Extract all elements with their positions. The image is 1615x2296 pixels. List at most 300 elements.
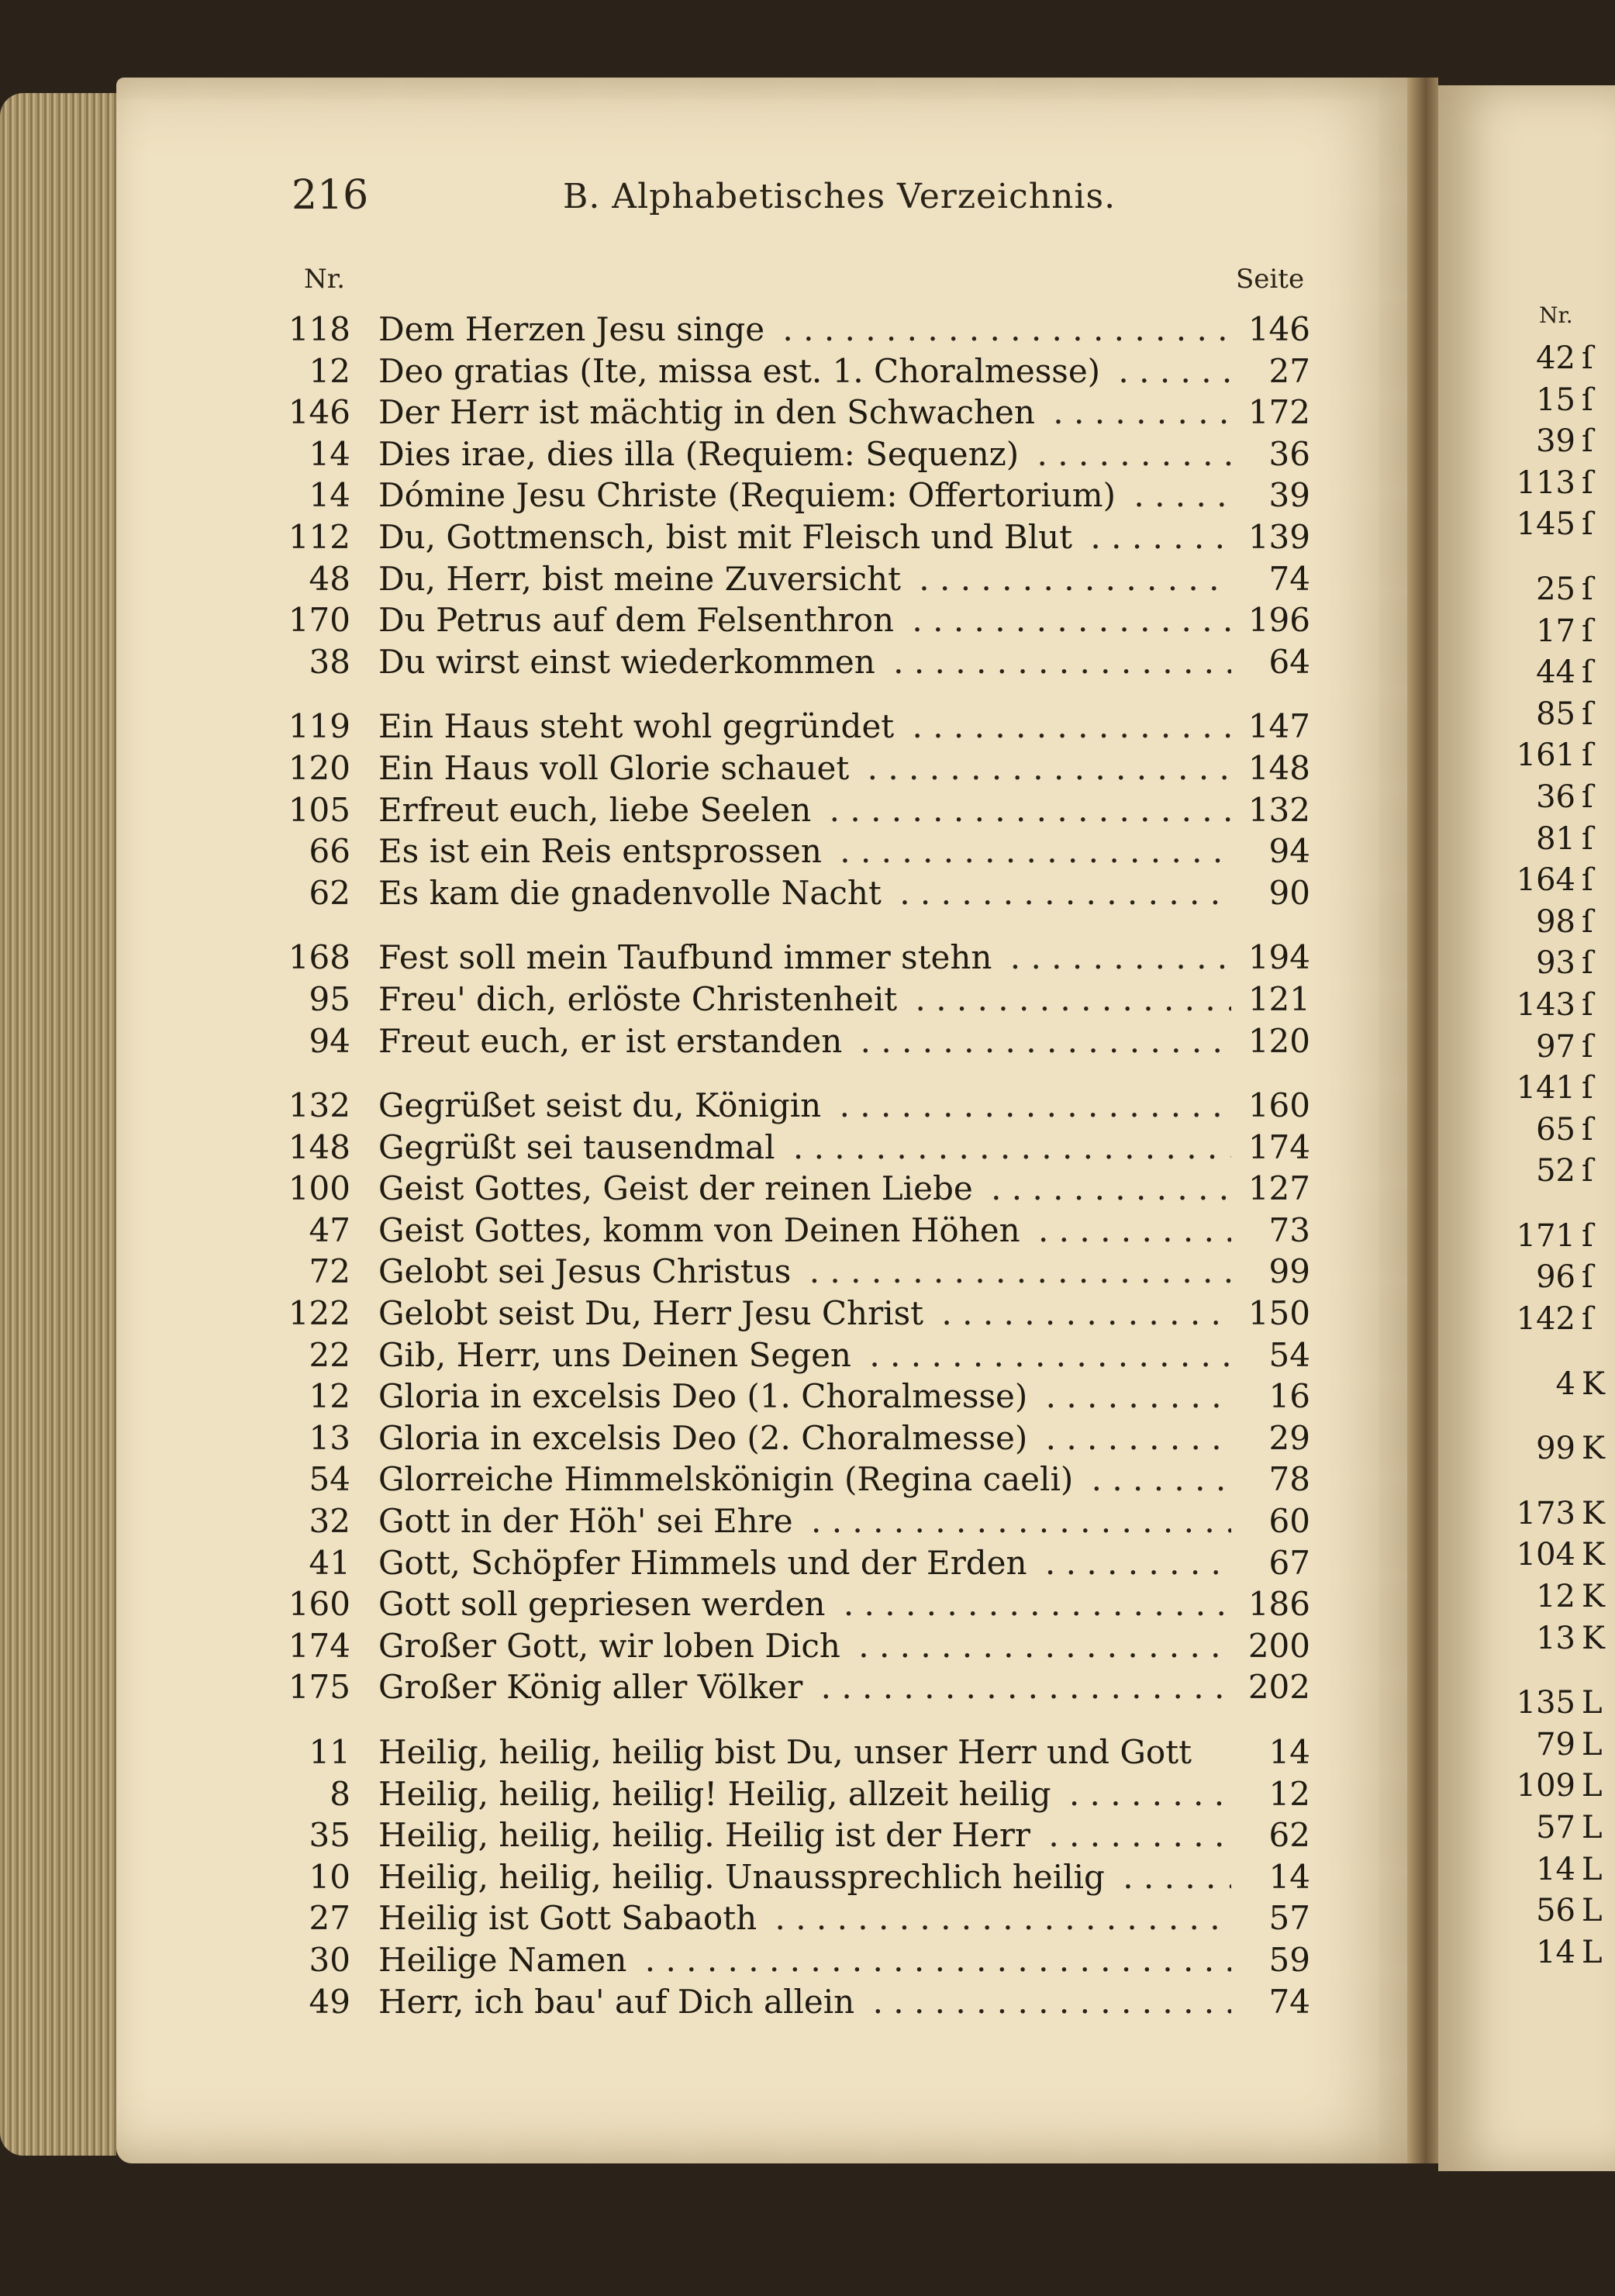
index-row (279, 1334, 1318, 1376)
page-ref: 174 (1247, 1127, 1310, 1166)
title-fragment: L (1582, 1893, 1603, 1929)
right-index-row (1496, 985, 1593, 1027)
page-ref: 139 (1247, 517, 1310, 556)
title-fragment: ſ (1582, 340, 1593, 376)
hymn-number: 47 (309, 1210, 350, 1249)
hymn-title-cell (378, 350, 1231, 392)
hymn-title-cell (378, 1731, 1231, 1773)
hymn-title: Gegrüßet seist du, Königin (378, 1086, 829, 1124)
hymn-number: 175 (288, 1668, 350, 1707)
hymn-title: Deo gratias (Ite, missa est. 1. Choralmesse) (378, 352, 1108, 390)
right-index-row (1496, 860, 1593, 902)
hymn-title-cell (378, 1625, 1231, 1667)
hymn-number: 99 (1536, 1431, 1575, 1467)
group-spacer (279, 682, 1318, 706)
title-fragment: ſ (1582, 423, 1593, 460)
right-index-row (1496, 1151, 1593, 1193)
hymn-title-cell (378, 1981, 1231, 2023)
hymn-number: 30 (309, 1940, 350, 1979)
page-ref: 74 (1268, 1982, 1310, 2021)
index-row (279, 830, 1318, 872)
page-ref: 120 (1247, 1021, 1310, 1060)
hymn-number: 13 (1536, 1620, 1575, 1656)
title-fragment: ſ (1582, 986, 1593, 1023)
hymn-number: 12 (309, 1377, 350, 1416)
right-index-row (1496, 1027, 1593, 1069)
book-gutter (1407, 78, 1438, 2163)
hymn-number: 38 (309, 642, 350, 681)
hymn-title-cell (378, 1127, 1231, 1169)
hymn-title: Du Petrus auf dem Felsenthron (378, 601, 902, 639)
hymn-title: Gegrüßt sei tausendmal (378, 1128, 783, 1166)
page-ref: 12 (1268, 1774, 1310, 1813)
title-fragment: L (1582, 1934, 1603, 1970)
hymn-title-cell (378, 599, 1231, 641)
right-index-row (1496, 819, 1593, 861)
group-spacer (279, 913, 1318, 937)
hymn-title: Heilig, heilig, heilig bist Du, unser Herr und Gott (378, 1733, 1199, 1771)
title-fragment: K (1582, 1366, 1605, 1402)
right-index-row (1496, 1364, 1605, 1406)
page-ref: 132 (1247, 790, 1310, 829)
title-fragment: L (1582, 1768, 1603, 1804)
index-row (279, 747, 1318, 789)
page-ref: 146 (1247, 310, 1310, 348)
title-fragment: ſ (1582, 1153, 1593, 1189)
index-entries (279, 309, 1318, 2022)
hymn-number: 161 (1516, 737, 1575, 774)
hymn-title: Heilig, heilig, heilig! Heilig, allzeit heilig (378, 1775, 1058, 1813)
index-row (279, 1251, 1318, 1293)
title-fragment: ſ (1582, 1217, 1593, 1254)
page-ref: 202 (1247, 1668, 1310, 1707)
hymn-number: 4 (1555, 1366, 1575, 1402)
hymn-number: 44 (1536, 654, 1575, 691)
page-ref: 59 (1268, 1940, 1310, 1979)
index-row (279, 1542, 1318, 1584)
page-ref: 73 (1268, 1210, 1310, 1249)
title-fragment: ſ (1582, 862, 1593, 899)
page-ref: 200 (1247, 1626, 1310, 1665)
hymn-number: 109 (1516, 1768, 1575, 1804)
hymn-title: Gib, Herr, uns Deinen Segen (378, 1336, 859, 1374)
hymn-title-cell (378, 433, 1231, 475)
hymn-number: 49 (309, 1982, 350, 2021)
index-row (279, 1897, 1318, 1939)
hymn-number: 98 (1536, 903, 1575, 940)
hymn-title: Heilig ist Gott Sabaoth (378, 1899, 764, 1937)
hymn-number: 25 (1536, 571, 1575, 607)
hymn-title-cell (378, 1814, 1231, 1856)
index-row (279, 309, 1318, 350)
hymn-title: Es kam die gnadenvolle Nacht (378, 874, 889, 912)
hymn-title: Heilige Namen (378, 1941, 634, 1979)
right-index-row (1496, 777, 1593, 819)
page-ref: 147 (1247, 707, 1310, 746)
hymn-title: Du, Herr, bist meine Zuversicht (378, 560, 909, 598)
hymn-number: 14 (309, 476, 350, 515)
hymn-title-cell (378, 1417, 1231, 1459)
hymn-number: 113 (1516, 464, 1575, 501)
hymn-title-cell (378, 1459, 1231, 1500)
index-row (279, 706, 1318, 747)
page-ref: 16 (1268, 1377, 1310, 1416)
running-head: B. Alphabetisches Verzeichnis. (563, 177, 1116, 216)
hymn-title-cell (378, 1085, 1231, 1127)
hymn-number: 14 (1536, 1934, 1575, 1970)
page-ref: 194 (1247, 938, 1310, 977)
hymn-number: 170 (288, 601, 350, 640)
title-fragment: ſ (1582, 1070, 1593, 1107)
group-spacer (279, 1708, 1318, 1731)
index-row (279, 1417, 1318, 1459)
hymn-number: 79 (1536, 1726, 1575, 1763)
page-ref: 60 (1268, 1502, 1310, 1541)
index-row (279, 1210, 1318, 1252)
hymn-title: Gott, Schöpfer Himmels und der Erden (378, 1544, 1035, 1582)
hymn-number: 174 (288, 1626, 350, 1665)
hymn-number: 97 (1536, 1028, 1575, 1065)
hymn-title-cell (378, 937, 1231, 979)
hymn-title: Glorreiche Himmelskönigin (Regina caeli) (378, 1460, 1081, 1498)
right-index-row (1496, 1110, 1593, 1151)
hymn-title: Erfreut euch, liebe Seelen (378, 791, 819, 829)
hymn-title: Ein Haus voll Glorie schauet (378, 749, 857, 787)
title-fragment: ſ (1582, 1111, 1593, 1148)
group-spacer (1496, 1341, 1589, 1364)
hymn-number: 164 (1516, 862, 1575, 899)
page-ref: 186 (1247, 1585, 1310, 1624)
right-index-row (1496, 463, 1593, 505)
hymn-number: 35 (309, 1816, 350, 1855)
page-header (292, 172, 1315, 226)
hymn-number: 41 (309, 1543, 350, 1582)
index-row (279, 1856, 1318, 1898)
hymn-title-cell (378, 1293, 1231, 1334)
hymn-title: Heilig, heilig, heilig. Unaussprechlich heilig (378, 1858, 1113, 1896)
hymn-title-cell (378, 1376, 1231, 1417)
hymn-number: 135 (1516, 1685, 1575, 1721)
hymn-title: Dem Herzen Jesu singe (378, 310, 772, 348)
hymn-title: Gott soll gepriesen werden (378, 1585, 833, 1623)
hymn-title-cell (378, 1897, 1231, 1939)
hymn-title: Geist Gottes, Geist der reinen Liebe (378, 1169, 981, 1207)
hymn-title-cell (378, 641, 1231, 683)
page-number: 216 (292, 172, 369, 219)
index-row (279, 1939, 1318, 1981)
hymn-title-cell (378, 1939, 1231, 1981)
hymn-number: 72 (309, 1252, 350, 1291)
index-row (279, 1459, 1318, 1500)
hymn-title: Dómine Jesu Christe (Requiem: Offertorium) (378, 476, 1123, 514)
hymn-title: Fest soll mein Taufbund immer stehn (378, 938, 999, 976)
index-row (279, 1773, 1318, 1815)
index-row (279, 1625, 1318, 1667)
right-index-row (1496, 504, 1593, 546)
index-row (279, 516, 1318, 558)
index-row (279, 789, 1318, 831)
index-row (279, 1981, 1318, 2023)
group-spacer (1496, 1193, 1589, 1216)
hymn-title: Großer König aller Völker (378, 1668, 810, 1706)
hymn-title: Gott in der Höh' sei Ehre (378, 1502, 801, 1540)
hymn-number: 171 (1516, 1217, 1575, 1254)
right-index-row (1496, 1535, 1605, 1576)
hymn-title: Der Herr ist mächtig in den Schwachen (378, 393, 1043, 431)
right-index-row (1496, 735, 1593, 777)
hymn-title: Freu' dich, erlöste Christenheit (378, 980, 905, 1018)
hymn-number: 39 (1536, 423, 1575, 460)
hymn-title-cell (378, 1773, 1231, 1815)
title-fragment: ſ (1582, 1028, 1593, 1065)
hymn-title: Du wirst einst wiederkommen (378, 643, 883, 681)
page-ref: 29 (1268, 1418, 1310, 1457)
hymn-number: 141 (1516, 1070, 1575, 1107)
right-index-row (1496, 1428, 1605, 1470)
hymn-number: 56 (1536, 1893, 1575, 1929)
title-fragment: K (1582, 1495, 1605, 1531)
hymn-number: 12 (1536, 1579, 1575, 1615)
right-index-row (1496, 943, 1593, 985)
right-index-row (1496, 1849, 1603, 1891)
index-row (279, 475, 1318, 516)
page-ref: 78 (1268, 1460, 1310, 1499)
hymn-title-cell (378, 830, 1231, 872)
hymn-title: Ein Haus steht wohl gegründet (378, 707, 902, 745)
title-fragment: L (1582, 1810, 1603, 1845)
index-row (279, 872, 1318, 914)
title-fragment: ſ (1582, 820, 1593, 857)
hymn-title: Freut euch, er ist erstanden (378, 1022, 850, 1060)
title-fragment: L (1582, 1685, 1603, 1721)
hymn-number: 142 (1516, 1301, 1575, 1338)
title-fragment: ſ (1582, 1259, 1593, 1296)
right-index-row (1496, 1618, 1605, 1660)
right-index-row (1496, 1807, 1603, 1849)
hymn-number: 94 (309, 1021, 350, 1060)
hymn-number: 148 (288, 1127, 350, 1166)
index-row (279, 979, 1318, 1020)
hymn-title: Geist Gottes, komm von Deinen Höhen (378, 1211, 1028, 1249)
hymn-title-cell (378, 1334, 1231, 1376)
hymn-title-cell (378, 1666, 1231, 1708)
hymn-title: Gloria in excelsis Deo (1. Choralmesse) (378, 1377, 1035, 1415)
page-edges (0, 93, 116, 2156)
hymn-number: 42 (1536, 340, 1575, 376)
index-row (279, 350, 1318, 392)
hymn-number: 122 (288, 1294, 350, 1333)
index-row (279, 1731, 1318, 1773)
hymn-number: 14 (1536, 1851, 1575, 1887)
title-fragment: ſ (1582, 903, 1593, 940)
hymn-number: 22 (309, 1335, 350, 1374)
title-fragment: ſ (1582, 654, 1593, 691)
title-fragment: L (1582, 1851, 1603, 1887)
page-ref: 94 (1268, 832, 1310, 871)
page-ref: 127 (1247, 1169, 1310, 1208)
hymn-title: Heilig, heilig, heilig. Heilig ist der Herr (378, 1816, 1038, 1854)
hymn-title: Du, Gottmensch, bist mit Fleisch und Blut (378, 518, 1080, 556)
page-ref: 160 (1247, 1086, 1310, 1125)
right-index-row (1496, 1299, 1593, 1341)
hymn-number: 85 (1536, 696, 1575, 732)
right-index-row (1496, 338, 1593, 380)
hymn-number: 62 (309, 873, 350, 912)
right-page-nr-label: Nr. (1539, 302, 1573, 328)
hymn-title: Dies irae, dies illa (Requiem: Sequenz) (378, 435, 1027, 473)
page-ref: 196 (1247, 601, 1310, 640)
hymn-number: 118 (288, 310, 350, 348)
hymn-number: 66 (309, 832, 350, 871)
group-spacer (279, 1062, 1318, 1085)
index-row (279, 558, 1318, 600)
hymn-title: Gelobt sei Jesus Christus (378, 1252, 799, 1290)
hymn-title-cell (378, 706, 1231, 747)
hymn-number: 96 (1536, 1259, 1575, 1296)
hymn-title-cell (378, 1500, 1231, 1542)
hymn-title-cell (378, 309, 1231, 350)
group-spacer (1496, 1659, 1589, 1683)
right-index-row (1496, 1493, 1605, 1535)
page-ref: 99 (1268, 1252, 1310, 1291)
right-index-row (1496, 652, 1593, 694)
page-ref: 67 (1268, 1543, 1310, 1582)
page-ref: 74 (1268, 559, 1310, 598)
right-index-row (1496, 1683, 1603, 1725)
title-fragment: K (1582, 1620, 1605, 1656)
hymn-number: 146 (288, 393, 350, 432)
page-ref: 121 (1247, 979, 1310, 1018)
right-index-row (1496, 1576, 1605, 1618)
right-index-row (1496, 421, 1593, 463)
index-row (279, 1376, 1318, 1417)
index-row (279, 1293, 1318, 1334)
hymn-number: 105 (288, 790, 350, 829)
index-row (279, 392, 1318, 433)
hymn-title-cell (378, 979, 1231, 1020)
hymn-number: 95 (309, 979, 350, 1018)
hymn-number: 57 (1536, 1810, 1575, 1845)
index-row (279, 1127, 1318, 1169)
hymn-title-cell (378, 872, 1231, 914)
hymn-number: 93 (1536, 945, 1575, 982)
page-ref: 172 (1247, 393, 1310, 432)
right-index-row (1496, 1257, 1593, 1299)
page-ref: 36 (1268, 434, 1310, 473)
hymn-number: 12 (309, 351, 350, 390)
hymn-title-cell (378, 1856, 1231, 1898)
page-ref: 64 (1268, 642, 1310, 681)
hymn-number: 145 (1516, 506, 1575, 543)
page-ref: 148 (1247, 748, 1310, 787)
hymn-title-cell (378, 747, 1231, 789)
hymn-title: Herr, ich bau' auf Dich allein (378, 1983, 862, 2021)
right-index-row (1496, 1766, 1603, 1807)
index-row (279, 641, 1318, 683)
group-spacer (1496, 546, 1589, 569)
hymn-title-cell (378, 1542, 1231, 1584)
page-ref: 57 (1268, 1899, 1310, 1938)
hymn-number: 27 (309, 1899, 350, 1938)
hymn-title-cell (378, 1168, 1231, 1210)
title-fragment: ſ (1582, 1301, 1593, 1338)
title-fragment: ſ (1582, 737, 1593, 774)
index-row (279, 433, 1318, 475)
right-index-row (1496, 380, 1593, 422)
right-index-row (1496, 1216, 1593, 1258)
page-ref: 54 (1268, 1335, 1310, 1374)
page-ref: 27 (1268, 351, 1310, 390)
right-index-row (1496, 569, 1593, 611)
index-row (279, 599, 1318, 641)
hymn-title: Großer Gott, wir loben Dich (378, 1627, 848, 1665)
page-ref: 14 (1268, 1733, 1310, 1771)
hymn-number: 14 (309, 434, 350, 473)
title-fragment: ſ (1582, 382, 1593, 418)
hymn-number: 104 (1516, 1537, 1575, 1573)
group-spacer (1496, 1405, 1589, 1428)
hymn-title-cell (378, 475, 1231, 516)
hymn-number: 143 (1516, 986, 1575, 1023)
hymn-title-cell (378, 558, 1231, 600)
right-index-row (1496, 1068, 1593, 1110)
title-fragment: K (1582, 1579, 1605, 1615)
hymn-number: 54 (309, 1460, 350, 1499)
index-row (279, 1020, 1318, 1062)
title-fragment: ſ (1582, 945, 1593, 982)
right-index-row (1496, 1890, 1603, 1932)
hymn-title-cell (378, 1020, 1231, 1062)
title-fragment: L (1582, 1726, 1603, 1763)
index-row (279, 1583, 1318, 1625)
hymn-title: Es ist ein Reis entsprossen (378, 832, 830, 870)
right-page-entries (1496, 338, 1605, 1973)
hymn-number: 168 (288, 938, 350, 977)
hymn-number: 65 (1536, 1111, 1575, 1148)
hymn-number: 120 (288, 748, 350, 787)
title-fragment: ſ (1582, 696, 1593, 732)
index-row (279, 1085, 1318, 1127)
title-fragment: ſ (1582, 779, 1593, 815)
title-fragment: K (1582, 1537, 1605, 1573)
page-ref: 14 (1268, 1857, 1310, 1896)
nr-column-label: Nr. (304, 264, 346, 295)
hymn-title: Gelobt seist Du, Herr Jesu Christ (378, 1294, 931, 1332)
hymn-number: 11 (309, 1733, 350, 1771)
hymn-title-cell (378, 789, 1231, 831)
hymn-number: 15 (1536, 382, 1575, 418)
seite-column-label: Seite (1236, 264, 1305, 295)
index-row (279, 1666, 1318, 1708)
title-fragment: K (1582, 1431, 1605, 1467)
right-index-row (1496, 1725, 1603, 1766)
hymn-title-cell (378, 392, 1231, 433)
hymn-title-cell (378, 1210, 1231, 1252)
page-ref: 39 (1268, 476, 1310, 515)
hymn-number: 81 (1536, 820, 1575, 857)
hymn-number: 48 (309, 559, 350, 598)
page-ref: 150 (1247, 1294, 1310, 1333)
index-row (279, 937, 1318, 979)
right-index-row (1496, 1932, 1603, 1974)
hymn-number: 13 (309, 1418, 350, 1457)
hymn-number: 100 (288, 1169, 350, 1208)
hymn-number: 36 (1536, 779, 1575, 815)
right-index-row (1496, 902, 1593, 944)
title-fragment: ſ (1582, 464, 1593, 501)
title-fragment: ſ (1582, 506, 1593, 543)
hymn-number: 32 (309, 1502, 350, 1541)
